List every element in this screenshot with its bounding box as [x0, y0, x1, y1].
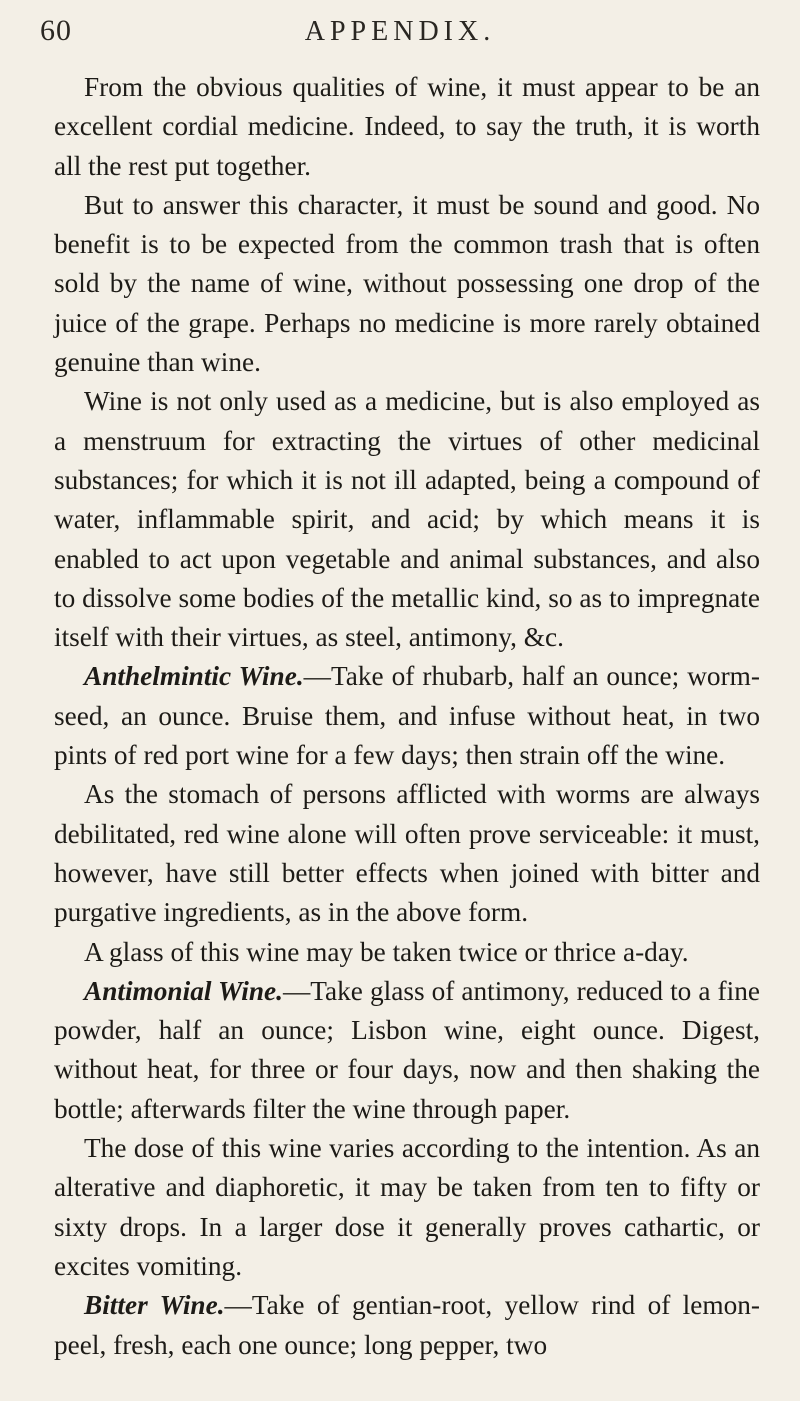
paragraph	[54, 1286, 760, 1365]
running-title: APPENDIX.	[304, 16, 496, 47]
paragraph-text: —Take glass of antimony, reduced to a fine powder, half an ounce; Lisbon wine, eight ounce. Digest, without heat, for three or four days, now and then shaking the bottle; afterwards filter the wine through paper.	[54, 975, 760, 1124]
paragraph	[54, 186, 760, 382]
paragraph-text: The dose of this wine varies according to the intention. As an alterative and diaphoretic, it may be taken from ten to fifty or sixty drops. In a larger dose it generally proves cathartic, or excites vomiting.	[54, 1133, 760, 1281]
paragraph	[54, 1129, 760, 1286]
page-number: 60	[40, 14, 72, 47]
recipe-heading: Bitter Wine.	[84, 1290, 225, 1321]
paragraph-text: A glass of this wine may be taken twice or thrice a-day.	[84, 936, 689, 967]
paragraph-text: But to answer this character, it must be sound and good. No benefit is to be expected from the common trash that is often sold by the name of wine, without possessing one drop of the juice of the grape. Perhaps no medicine is more rarely obtained genuine than wine.	[54, 189, 760, 378]
paragraph-text: —Take of rhubarb, half an ounce; worm-seed, an ounce. Bruise them, and infuse without heat, in two pints of red port wine for a few days; then strain off the wine.	[54, 661, 760, 771]
paragraph-text: —Take of gentian-root, yellow rind of lemon-peel, fresh, each one ounce; long pepper, two	[54, 1290, 760, 1360]
paragraph	[54, 775, 760, 932]
paragraph-text: From the obvious qualities of wine, it must appear to be an excellent cordial medicine. Indeed, to say the truth, it is worth all the rest put together.	[54, 72, 760, 181]
paragraph	[54, 933, 760, 972]
running-head	[40, 14, 760, 50]
recipe-heading: Anthelmintic Wine.	[84, 661, 304, 692]
paragraph-text: Wine is not only used as a medicine, but is also employed as a menstruum for extracting the virtues of other medicinal substances; for which it is not ill adapted, being a compound of water, inflammable spirit, and acid; by which means it is enabled to act upon vegetable and animal substances, and also to dissolve some bodies of the metallic kind, so as to impregnate itself with their virtues, as steel, antimony, &c.	[54, 386, 760, 653]
body-text	[54, 68, 760, 1365]
recipe-heading: Antimonial Wine.	[84, 975, 283, 1006]
paragraph	[54, 972, 760, 1129]
paragraph	[54, 657, 760, 775]
paragraph-text: As the stomach of persons afflicted with worms are always debilitated, red wine alone will often prove serviceable: it must, however, have still better effects when joined with bitter and purgative ingredients, as in the above form.	[54, 779, 760, 928]
paragraph	[54, 382, 760, 657]
paragraph	[54, 68, 760, 186]
